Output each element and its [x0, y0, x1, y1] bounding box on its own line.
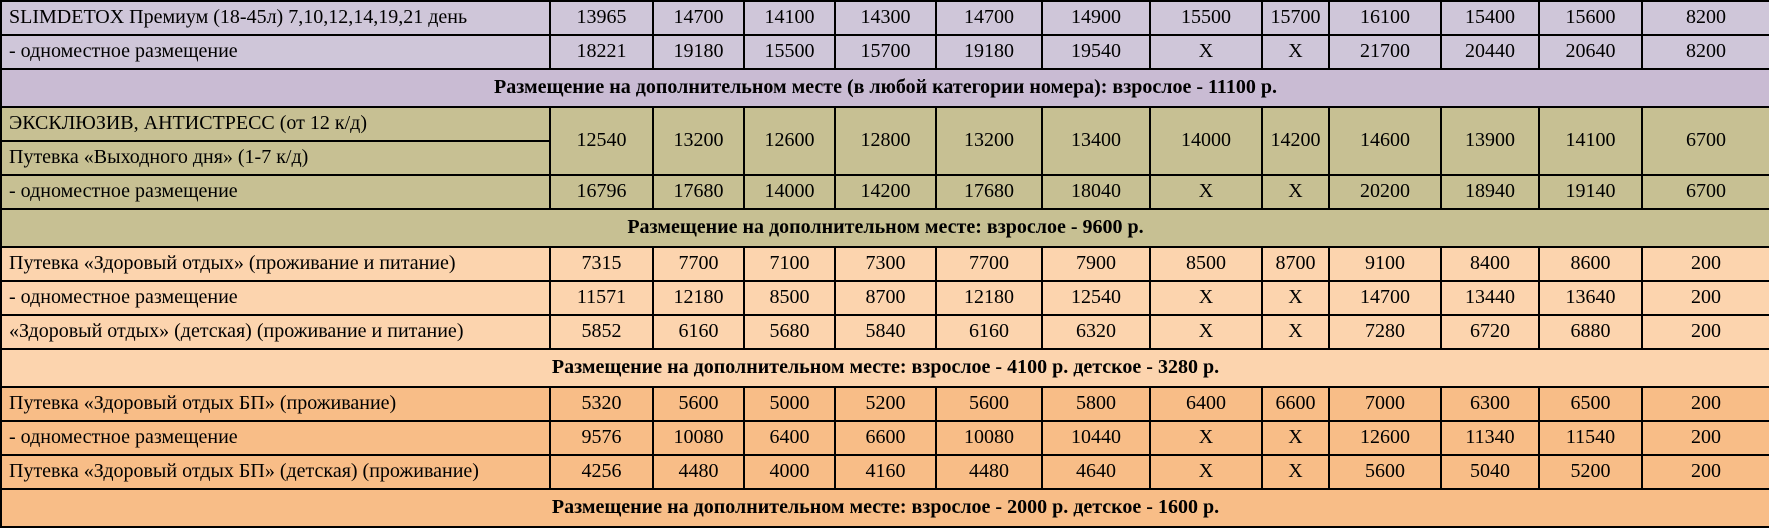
price-cell: 200	[1642, 455, 1769, 489]
price-cell: 12600	[1329, 421, 1441, 455]
price-cell: 19140	[1539, 175, 1642, 209]
price-cell: 15500	[1150, 1, 1262, 35]
table-row	[1, 69, 1769, 107]
price-cell: 14000	[1150, 107, 1262, 175]
price-cell: 15700	[835, 35, 936, 69]
price-cell: 5600	[653, 387, 744, 421]
price-cell: 6600	[835, 421, 936, 455]
price-cell: 5600	[936, 387, 1042, 421]
row-label: SLIMDETOX Премиум (18-45л) 7,10,12,14,19,21 день	[1, 1, 550, 35]
price-cell: 13400	[1042, 107, 1150, 175]
row-label: Путевка «Здоровый отдых БП» (детская) (проживание)	[1, 455, 550, 489]
price-cell: 9576	[550, 421, 653, 455]
price-cell: X	[1262, 175, 1329, 209]
price-cell: 12600	[744, 107, 835, 175]
price-cell: 6400	[1150, 387, 1262, 421]
table-row	[1, 349, 1769, 387]
price-cell: X	[1150, 455, 1262, 489]
price-cell: 10080	[936, 421, 1042, 455]
price-cell: 12540	[550, 107, 653, 175]
price-cell: 14200	[1262, 107, 1329, 175]
price-cell: 13965	[550, 1, 653, 35]
price-cell: 8400	[1441, 247, 1539, 281]
price-cell: 13200	[936, 107, 1042, 175]
price-cell: 16796	[550, 175, 653, 209]
price-cell: 10080	[653, 421, 744, 455]
price-cell: 11540	[1539, 421, 1642, 455]
price-cell: 6320	[1042, 315, 1150, 349]
price-cell: 11571	[550, 281, 653, 315]
table-row	[1, 455, 1769, 489]
price-cell: 5040	[1441, 455, 1539, 489]
price-cell: 7280	[1329, 315, 1441, 349]
price-cell: 14000	[744, 175, 835, 209]
price-cell: 13440	[1441, 281, 1539, 315]
price-cell: X	[1262, 455, 1329, 489]
price-cell: 200	[1642, 421, 1769, 455]
row-label: Путевка «Здоровый отдых БП» (проживание)	[1, 387, 550, 421]
price-cell: 13640	[1539, 281, 1642, 315]
price-cell: 8200	[1642, 1, 1769, 35]
price-cell: X	[1150, 315, 1262, 349]
price-cell: 6500	[1539, 387, 1642, 421]
price-cell: 4480	[936, 455, 1042, 489]
table-row	[1, 1, 1769, 35]
price-cell: 14100	[1539, 107, 1642, 175]
price-cell: 200	[1642, 315, 1769, 349]
price-cell: 20440	[1441, 35, 1539, 69]
price-cell: 5800	[1042, 387, 1150, 421]
price-cell: 5200	[1539, 455, 1642, 489]
price-cell: 16100	[1329, 1, 1441, 35]
price-cell: 8500	[1150, 247, 1262, 281]
price-cell: 7700	[653, 247, 744, 281]
price-cell: 14600	[1329, 107, 1441, 175]
row-label: «Здоровый отдых» (детская) (проживание и питание)	[1, 315, 550, 349]
price-cell: 17680	[653, 175, 744, 209]
price-cell: 14700	[1329, 281, 1441, 315]
price-cell: 15500	[744, 35, 835, 69]
price-table-body	[1, 1, 1769, 527]
price-cell: 14200	[835, 175, 936, 209]
price-cell: 18940	[1441, 175, 1539, 209]
price-cell: 6720	[1441, 315, 1539, 349]
row-label: - одноместное размещение	[1, 35, 550, 69]
price-cell: 8500	[744, 281, 835, 315]
table-row	[1, 35, 1769, 69]
price-cell: 6700	[1642, 175, 1769, 209]
price-cell: 18040	[1042, 175, 1150, 209]
table-row	[1, 281, 1769, 315]
price-cell: 12180	[653, 281, 744, 315]
price-cell: X	[1262, 281, 1329, 315]
price-cell: 18221	[550, 35, 653, 69]
price-cell: 5680	[744, 315, 835, 349]
price-cell: 20640	[1539, 35, 1642, 69]
price-cell: 13200	[653, 107, 744, 175]
price-cell: 11340	[1441, 421, 1539, 455]
price-cell: 20200	[1329, 175, 1441, 209]
price-cell: 19540	[1042, 35, 1150, 69]
price-cell: 5200	[835, 387, 936, 421]
section-band: Размещение на дополнительном месте: взрослое - 9600 р.	[1, 209, 1769, 247]
table-row	[1, 315, 1769, 349]
price-cell: 200	[1642, 387, 1769, 421]
price-cell: 19180	[653, 35, 744, 69]
price-cell: 21700	[1329, 35, 1441, 69]
table-row	[1, 489, 1769, 527]
price-cell: 200	[1642, 247, 1769, 281]
row-label: Путевка «Выходного дня» (1-7 к/д)	[1, 141, 550, 175]
price-cell: 14700	[936, 1, 1042, 35]
price-cell: 5320	[550, 387, 653, 421]
row-label: Путевка «Здоровый отдых» (проживание и питание)	[1, 247, 550, 281]
table-row	[1, 421, 1769, 455]
section-band: Размещение на дополнительном месте (в любой категории номера): взрослое - 11100 р.	[1, 69, 1769, 107]
price-cell: 8600	[1539, 247, 1642, 281]
table-row	[1, 209, 1769, 247]
price-cell: 9100	[1329, 247, 1441, 281]
price-cell: 19180	[936, 35, 1042, 69]
price-cell: 8700	[835, 281, 936, 315]
price-cell: 13900	[1441, 107, 1539, 175]
price-cell: 6160	[936, 315, 1042, 349]
table-row	[1, 247, 1769, 281]
price-cell: 8700	[1262, 247, 1329, 281]
price-cell: 4640	[1042, 455, 1150, 489]
price-cell: 5600	[1329, 455, 1441, 489]
price-cell: 15700	[1262, 1, 1329, 35]
price-cell: 12540	[1042, 281, 1150, 315]
price-cell: 6160	[653, 315, 744, 349]
price-cell: 4000	[744, 455, 835, 489]
table-row	[1, 387, 1769, 421]
price-cell: 15400	[1441, 1, 1539, 35]
table-row	[1, 107, 1769, 141]
price-cell: 4480	[653, 455, 744, 489]
price-cell: 200	[1642, 281, 1769, 315]
price-cell: 7900	[1042, 247, 1150, 281]
row-label: - одноместное размещение	[1, 175, 550, 209]
price-cell: 6880	[1539, 315, 1642, 349]
price-cell: 17680	[936, 175, 1042, 209]
price-cell: 14900	[1042, 1, 1150, 35]
price-cell: 5852	[550, 315, 653, 349]
section-band: Размещение на дополнительном месте: взрослое - 4100 р. детское - 3280 р.	[1, 349, 1769, 387]
price-cell: 7315	[550, 247, 653, 281]
row-label: - одноместное размещение	[1, 281, 550, 315]
price-cell: 15600	[1539, 1, 1642, 35]
price-cell: 5000	[744, 387, 835, 421]
price-cell: X	[1262, 35, 1329, 69]
price-cell: 6700	[1642, 107, 1769, 175]
row-label: ЭКСКЛЮЗИВ, АНТИСТРЕСС (от 12 к/д)	[1, 107, 550, 141]
price-cell: 7000	[1329, 387, 1441, 421]
price-cell: 10440	[1042, 421, 1150, 455]
price-cell: X	[1150, 281, 1262, 315]
price-cell: 4256	[550, 455, 653, 489]
price-cell: 12800	[835, 107, 936, 175]
table-row	[1, 175, 1769, 209]
price-cell: X	[1262, 315, 1329, 349]
price-cell: X	[1150, 175, 1262, 209]
section-band: Размещение на дополнительном месте: взрослое - 2000 р. детское - 1600 р.	[1, 489, 1769, 527]
price-cell: 4160	[835, 455, 936, 489]
row-label: - одноместное размещение	[1, 421, 550, 455]
price-cell: 12180	[936, 281, 1042, 315]
price-cell: 5840	[835, 315, 936, 349]
price-cell: 7100	[744, 247, 835, 281]
price-cell: 6300	[1441, 387, 1539, 421]
price-cell: 6400	[744, 421, 835, 455]
price-cell: 14300	[835, 1, 936, 35]
price-cell: 7700	[936, 247, 1042, 281]
price-cell: 14100	[744, 1, 835, 35]
price-cell: 14700	[653, 1, 744, 35]
price-cell: 6600	[1262, 387, 1329, 421]
price-cell: X	[1150, 421, 1262, 455]
price-cell: 8200	[1642, 35, 1769, 69]
price-cell: X	[1262, 421, 1329, 455]
price-cell: X	[1150, 35, 1262, 69]
price-cell: 7300	[835, 247, 936, 281]
